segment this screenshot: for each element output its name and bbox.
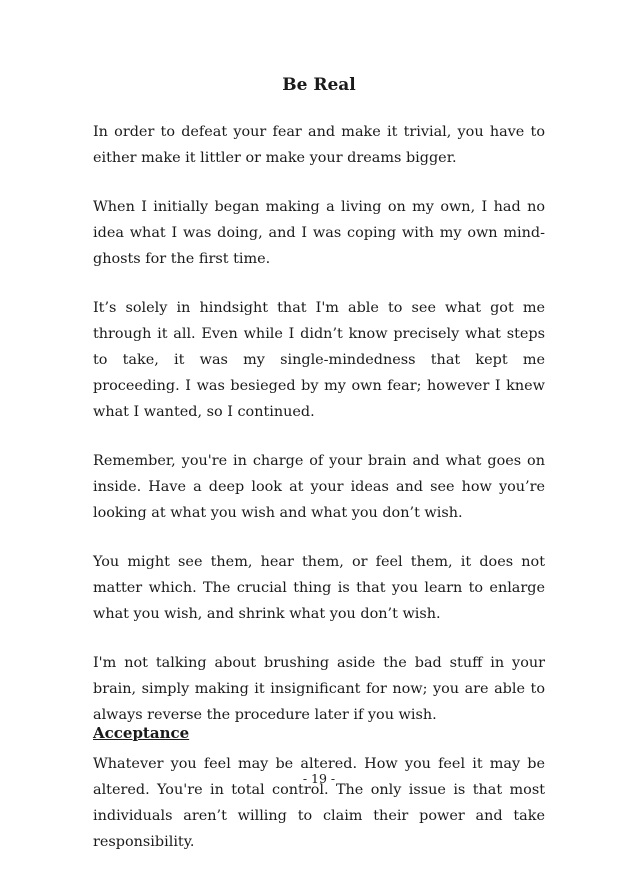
body-text [93, 119, 545, 878]
paragraph: Whatever you feel may be altered. How you feel it may be altered. You're in total control. The only issue is that most individuals aren’t willing to claim their power and take responsibility. [93, 756, 545, 850]
paragraph: It’s solely in hindsight that I'm able to see what got me through it all. Even while I didn’t know precisely what steps to take, it was my single-mindedness that kept me proceeding. I was besieged by my own fear; however I knew what I wanted, so I continued. [93, 300, 545, 420]
page-title: Be Real [282, 75, 356, 95]
paragraph: In order to defeat your fear and make it trivial, you have to either make it littler or make your dreams bigger. [93, 124, 545, 166]
paragraph: Remember, you're in charge of your brain and what goes on inside. Have a deep look at your ideas and see how you’re looking at what you wish and what you don’t wish. [93, 453, 545, 521]
section-heading: Acceptance [93, 724, 190, 742]
paragraph: I'm not talking about brushing aside the bad stuff in your brain, simply making it insignificant for now; you are able to always reverse the procedure later if you wish. [93, 655, 545, 723]
paragraph: When I initially began making a living on my own, I had no idea what I was doing, and I was coping with my own mind-ghosts for the first time. [93, 199, 545, 267]
paragraph: You might see them, hear them, or feel them, it does not matter which. The crucial thing is that you learn to enlarge what you wish, and shrink what you don’t wish. [93, 554, 545, 622]
page-number: - 19 - [302, 771, 336, 786]
